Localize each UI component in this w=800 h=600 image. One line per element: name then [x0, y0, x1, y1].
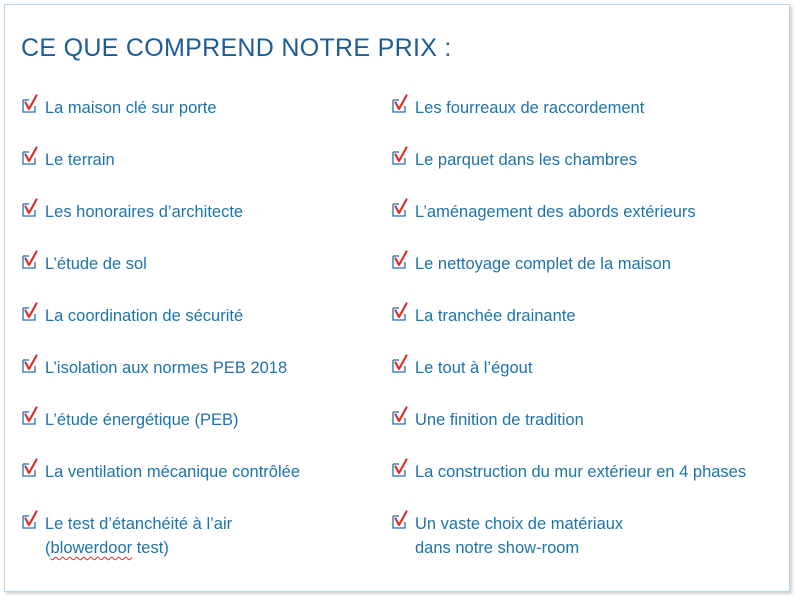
- checkbox-check-icon: [391, 146, 411, 166]
- checkbox-check-icon: [391, 94, 411, 114]
- left-item-text: Le test d’étanchéité à l’air: [45, 515, 233, 533]
- right-item-label: [415, 304, 576, 328]
- left-item-label: [45, 96, 217, 120]
- left-item-label: [45, 512, 232, 560]
- left-item-text: Les honoraires d’architecte: [45, 203, 244, 221]
- checkbox-check-icon: [21, 146, 41, 166]
- paren-open: (: [45, 539, 51, 557]
- checkbox-check-icon: [391, 250, 411, 270]
- spellcheck-word: blowerdoor: [50, 539, 133, 557]
- left-item-label: [45, 200, 243, 224]
- left-item-label: [45, 356, 287, 380]
- checkbox-check-icon: [21, 406, 41, 426]
- right-item-text: Le parquet dans les chambres: [415, 151, 637, 169]
- right-item-label: [415, 408, 584, 432]
- right-item-label: [415, 512, 623, 560]
- left-item-label: [45, 252, 147, 276]
- checkbox-check-icon: [391, 510, 411, 530]
- left-item-text: Le terrain: [45, 151, 115, 169]
- page-title: CE QUE COMPREND NOTRE PRIX :: [21, 34, 452, 62]
- checkbox-check-icon: [21, 302, 41, 322]
- left-item-label: [45, 408, 239, 432]
- right-item-label: [415, 148, 637, 172]
- left-item-label: [45, 148, 115, 172]
- left-item-text: La ventilation mécanique contrôlée: [45, 463, 301, 481]
- checkbox-check-icon: [21, 94, 41, 114]
- left-item-text: L’isolation aux normes PEB 2018: [45, 359, 288, 377]
- right-item-label: [415, 200, 696, 224]
- checkbox-check-icon: [391, 406, 411, 426]
- document-frame: [4, 4, 790, 592]
- left-item-text: L’étude énergétique (PEB): [45, 411, 239, 429]
- right-item-text: La tranchée drainante: [415, 307, 576, 325]
- right-item-label: [415, 356, 532, 380]
- left-item-text: L’étude de sol: [45, 255, 147, 273]
- right-item-text: Le nettoyage complet de la maison: [415, 255, 671, 273]
- right-item-text: Le tout à l’égout: [415, 359, 533, 377]
- line2-rest: test): [132, 539, 169, 557]
- right-item-text: Les fourreaux de raccordement: [415, 99, 645, 117]
- left-item-text: La coordination de sécurité: [45, 307, 244, 325]
- right-item-label: [415, 96, 644, 120]
- checkbox-check-icon: [21, 250, 41, 270]
- checkbox-check-icon: [391, 354, 411, 374]
- checkbox-check-icon: [21, 510, 41, 530]
- checkbox-check-icon: [391, 198, 411, 218]
- right-item-text: Un vaste choix de matériaux: [415, 515, 624, 533]
- right-item-label: [415, 460, 746, 484]
- checkbox-check-icon: [21, 458, 41, 478]
- right-item-text: L’aménagement des abords extérieurs: [415, 203, 696, 221]
- right-item-text: Une finition de tradition: [415, 411, 584, 429]
- checkbox-check-icon: [391, 302, 411, 322]
- left-item-text-line2: [45, 536, 232, 560]
- checkbox-check-icon: [21, 198, 41, 218]
- checkbox-check-icon: [391, 458, 411, 478]
- right-item-text: La construction du mur extérieur en 4 phases: [415, 463, 747, 481]
- right-item-text-line2: dans notre show-room: [415, 539, 580, 557]
- right-item-label: [415, 252, 671, 276]
- left-item-label: [45, 460, 300, 484]
- checkbox-check-icon: [21, 354, 41, 374]
- left-item-text: La maison clé sur porte: [45, 99, 217, 117]
- left-item-label: [45, 304, 243, 328]
